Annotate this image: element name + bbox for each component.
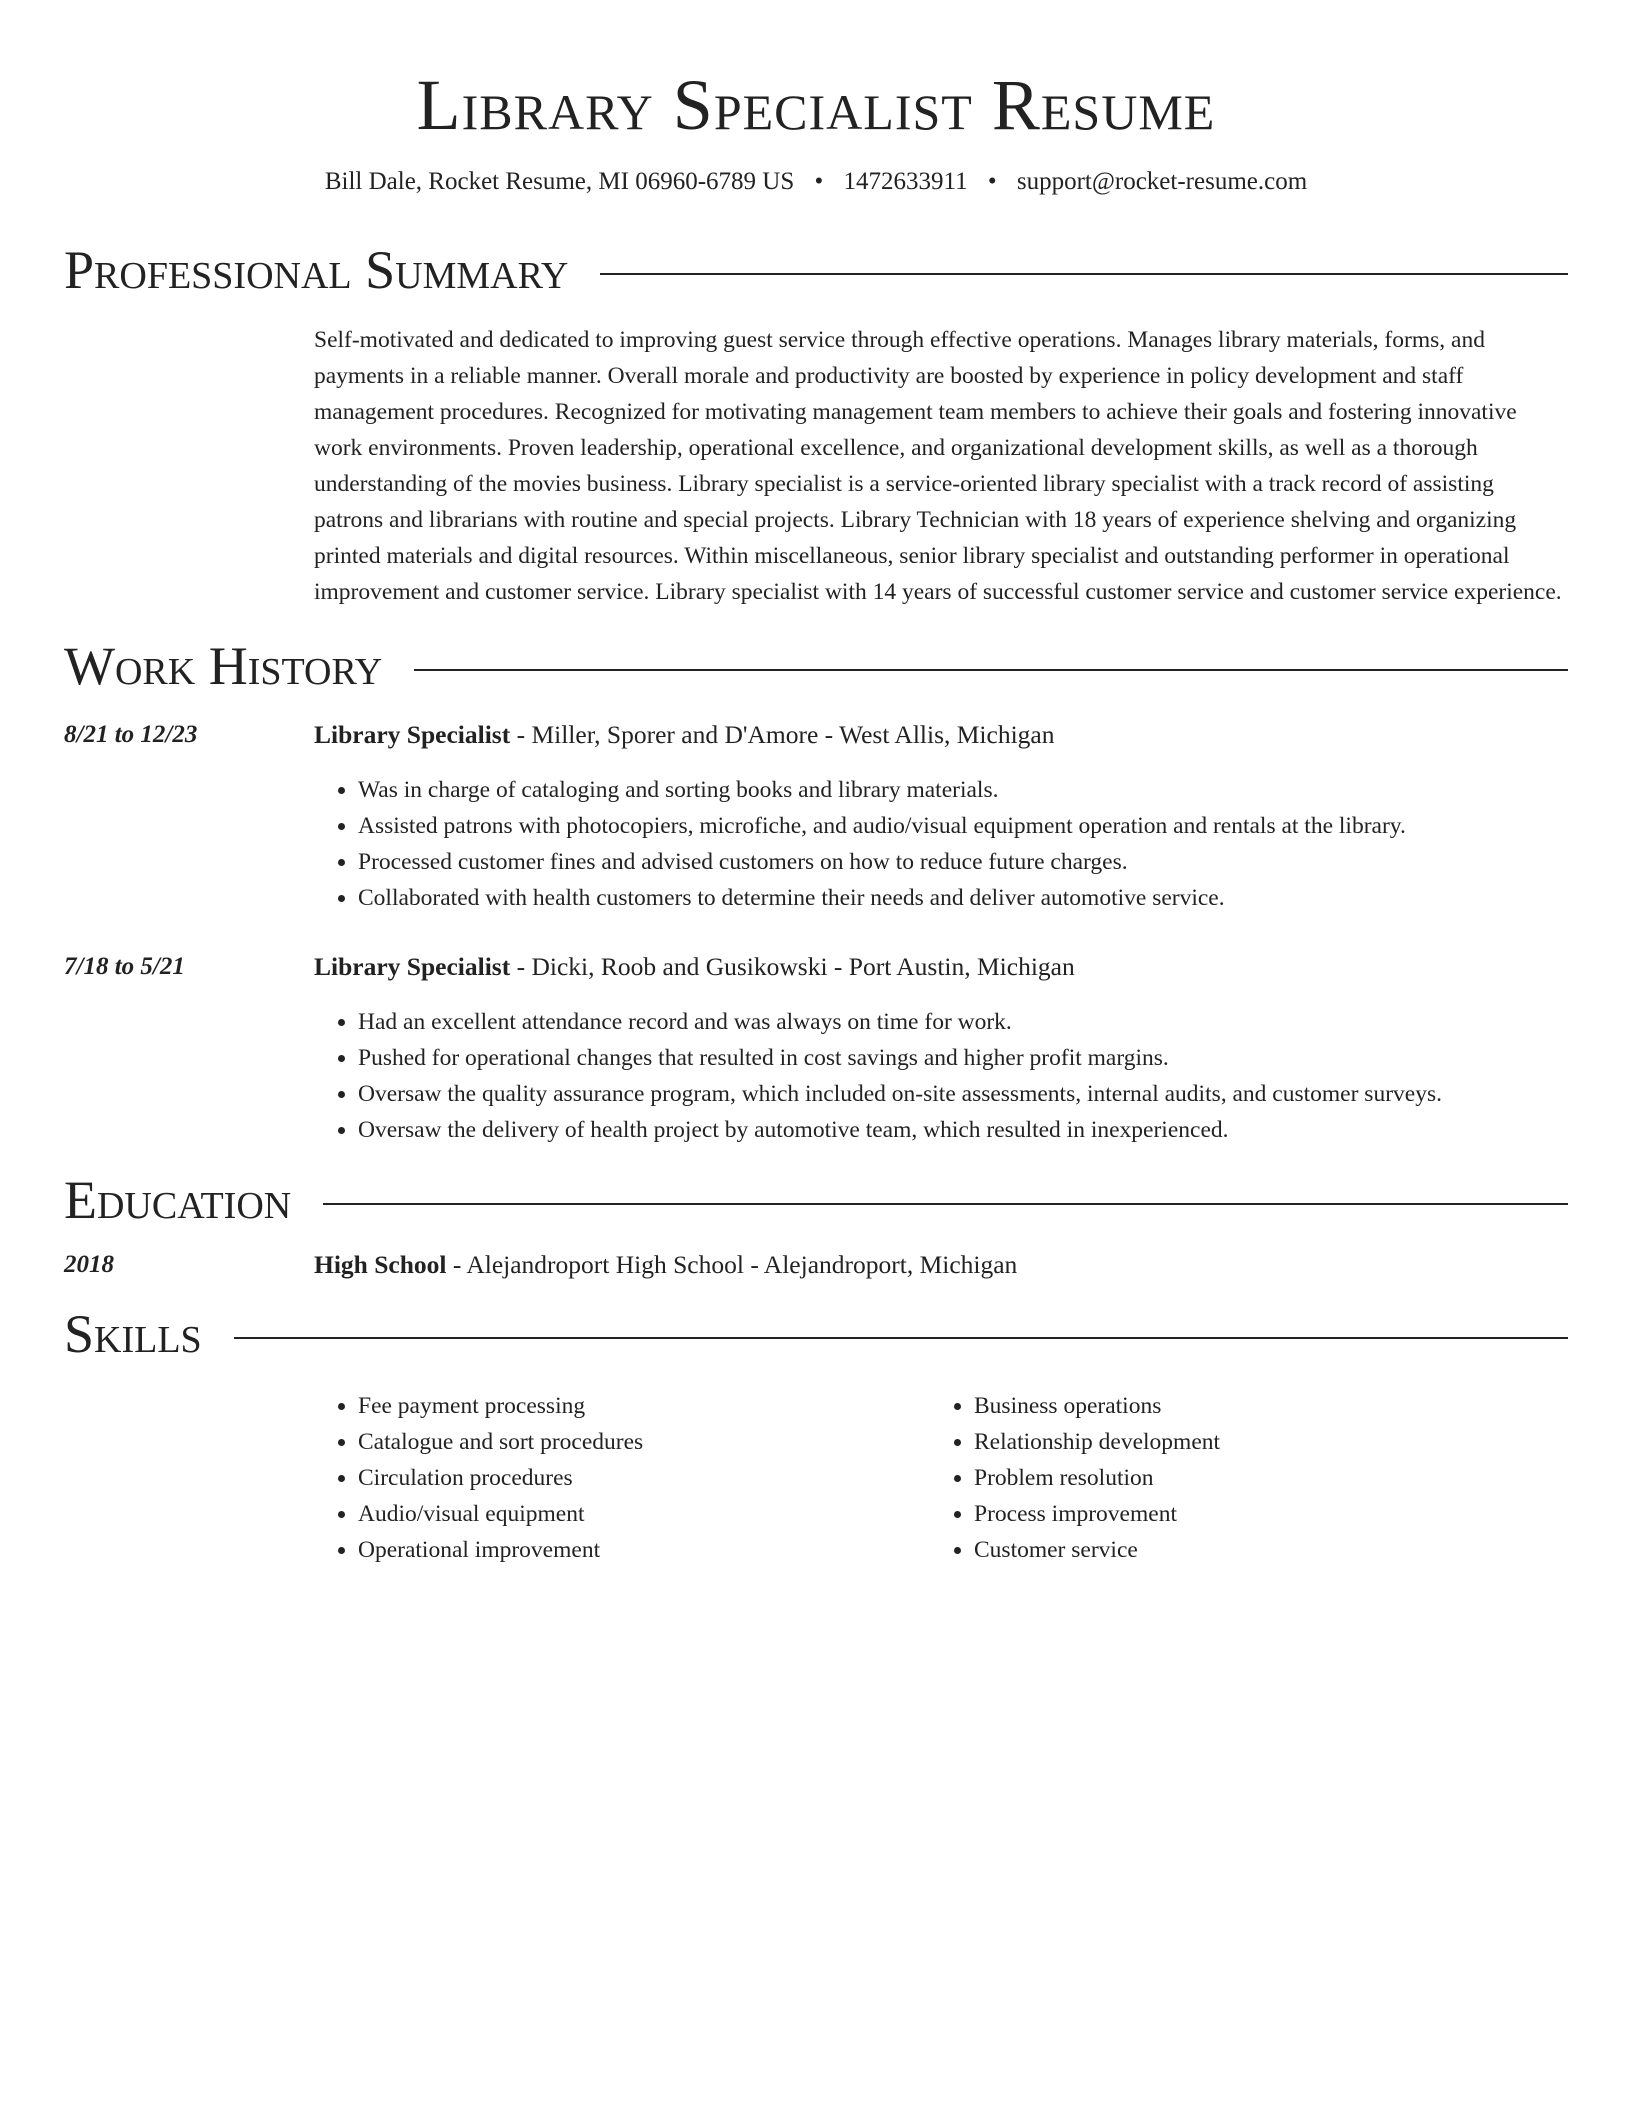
- skills-section-heading: [64, 1304, 1568, 1364]
- section-divider: [414, 669, 1568, 671]
- skill-item: • Fee payment processing: [358, 1388, 930, 1424]
- summary-section-heading: [64, 240, 1568, 300]
- summary-text: Self-motivated and dedicated to improving guest service through effective operations. Manages library materials, forms, and payments in a reliable manner. Overall morale and productivity are boosted by experience in policy development and staff management procedures. Recognized for motivating management team members to achieve their goals and fostering innovative work environments. Proven leadership, operational excellence, and organizational development skills, as well as a thorough understanding of the movies business. Library specialist is a service-oriented library specialist with a track record of assisting patrons and librarians with routine and special projects. Library Technician with 18 years of experience shelving and organizing printed materials and digital resources. Within miscellaneous, senior library specialist and outstanding performer in operational improvement and customer service. Library specialist with 14 years of successful customer service and customer service experience.: [314, 327, 1562, 605]
- education-details: - Alejandroport High School - Alejandroport, Michigan: [446, 1250, 1018, 1279]
- skill-item: • Catalogue and sort procedures: [358, 1424, 930, 1460]
- education-degree: High School: [314, 1250, 447, 1279]
- skill-item: • Operational improvement: [358, 1532, 930, 1568]
- work-entry-body: [314, 718, 1568, 916]
- contact-phone: 1472633911: [843, 168, 968, 195]
- skill-item: • Business operations: [974, 1388, 1546, 1424]
- work-entry-role: Library Specialist: [314, 952, 511, 981]
- list-item: • Was in charge of cataloging and sorting books and library materials.: [358, 772, 1568, 808]
- contact-separator: •: [814, 168, 824, 195]
- work-entry-dates: 8/21 to 12/23: [64, 721, 198, 748]
- work-entry-body: [314, 950, 1568, 1148]
- list-item: • Had an excellent attendance record and was always on time for work.: [358, 1004, 1568, 1040]
- list-item: • Assisted patrons with photocopiers, microfiche, and audio/visual equipment operation and rentals at the library.: [358, 808, 1568, 844]
- work-entry: [64, 950, 1568, 1148]
- work-entry-heading: [314, 718, 1568, 752]
- education-entry: [64, 1248, 1568, 1282]
- page-title: Library Specialist Resume: [416, 65, 1216, 145]
- work-entry-bullets: [314, 1004, 1568, 1148]
- work-entry-dates: 7/18 to 5/21: [64, 953, 185, 980]
- education-section-heading: [64, 1170, 1568, 1230]
- skills-column-left: [314, 1388, 930, 1568]
- skill-item: • Audio/visual equipment: [358, 1496, 930, 1532]
- education-entry-heading: [314, 1248, 1568, 1282]
- work-entry-details: - Miller, Sporer and D'Amore - West Allis, Michigan: [510, 720, 1055, 749]
- section-divider: [323, 1203, 1568, 1205]
- list-item: • Collaborated with health customers to determine their needs and deliver automotive service.: [358, 880, 1568, 916]
- skill-item: • Problem resolution: [974, 1460, 1546, 1496]
- contact-line: [64, 166, 1568, 198]
- skills-column-right: [930, 1388, 1546, 1568]
- contact-separator: •: [987, 168, 997, 195]
- work-entry-bullets: [314, 772, 1568, 916]
- summary-section-title: Professional Summary: [64, 240, 569, 300]
- contact-email: support@rocket-resume.com: [1016, 168, 1308, 195]
- skill-item: • Process improvement: [974, 1496, 1546, 1532]
- contact-address: Bill Dale, Rocket Resume, MI 06960-6789 US: [324, 168, 795, 195]
- skills-section-title: Skills: [64, 1304, 202, 1364]
- skills-list: [314, 1388, 1568, 1568]
- section-divider: [600, 273, 1568, 275]
- work-section-title: Work History: [64, 636, 383, 696]
- list-item: • Oversaw the delivery of health project by automotive team, which resulted in inexperienced.: [358, 1112, 1568, 1148]
- education-entry-body: [314, 1248, 1568, 1282]
- section-divider: [234, 1337, 1568, 1339]
- education-section-title: Education: [64, 1170, 292, 1230]
- work-entry: [64, 718, 1568, 916]
- skill-item: • Customer service: [974, 1532, 1546, 1568]
- work-entry-role: Library Specialist: [314, 720, 511, 749]
- list-item: • Pushed for operational changes that resulted in cost savings and higher profit margins.: [358, 1040, 1568, 1076]
- skill-item: • Circulation procedures: [358, 1460, 930, 1496]
- skill-item: • Relationship development: [974, 1424, 1546, 1460]
- education-year: 2018: [64, 1251, 114, 1278]
- list-item: • Oversaw the quality assurance program, which included on-site assessments, internal audits, and customer surveys.: [358, 1076, 1568, 1112]
- list-item: • Processed customer fines and advised customers on how to reduce future charges.: [358, 844, 1568, 880]
- work-section-heading: [64, 636, 1568, 696]
- work-entry-heading: [314, 950, 1568, 984]
- work-entry-details: - Dicki, Roob and Gusikowski - Port Austin, Michigan: [510, 952, 1075, 981]
